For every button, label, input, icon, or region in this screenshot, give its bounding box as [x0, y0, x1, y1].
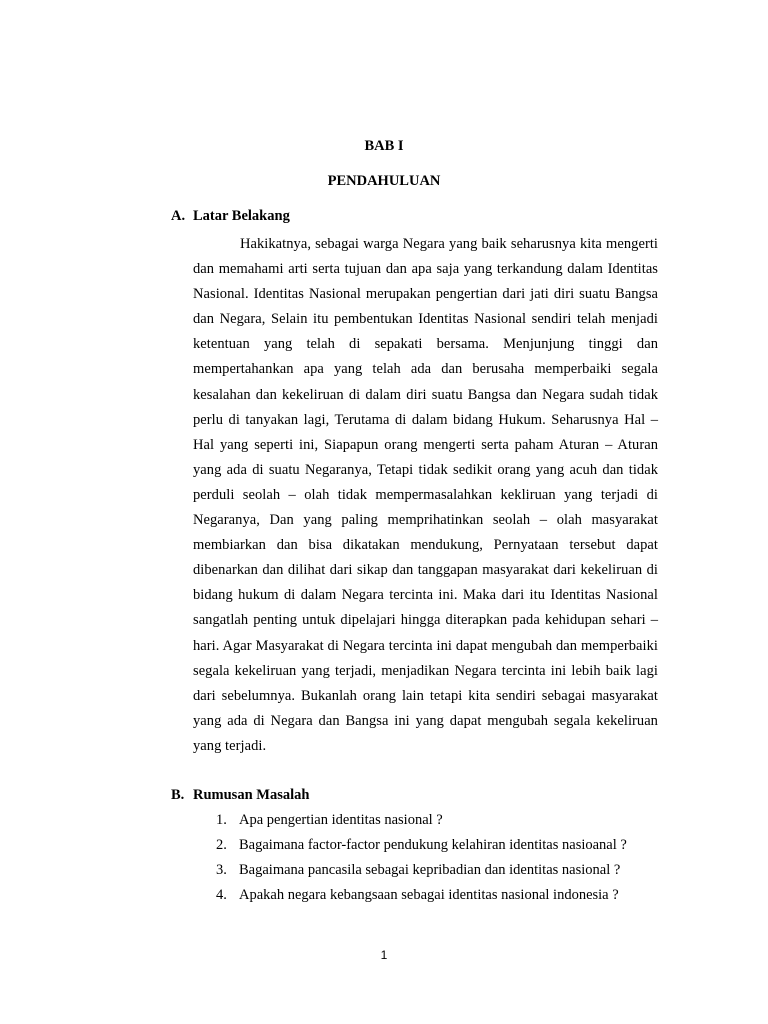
chapter-subtitle: PENDAHULUAN — [327, 173, 441, 189]
list-item-number: 2. — [216, 837, 227, 853]
list-item-number: 4. — [216, 887, 227, 903]
problem-list — [216, 811, 676, 911]
list-item — [216, 861, 676, 886]
section-marker: A. — [171, 208, 186, 224]
page-number: 1 — [380, 948, 388, 962]
section-marker: B. — [171, 787, 185, 803]
list-item — [216, 886, 676, 911]
list-item-number: 1. — [216, 812, 227, 828]
section-title: Latar Belakang — [193, 208, 290, 224]
list-item — [216, 836, 676, 861]
section-heading-rumusan-masalah — [171, 786, 309, 804]
background-paragraph: Hakikatnya, sebagai warga Negara yang baik seharusnya kita mengerti dan memahami arti serta tujuan dan apa saja yang terkandung dalam Identitas Nasional. Identitas Nasional merupakan pengertian dari jati diri suatu Bangsa dan Negara, Selain itu pembentukan Identitas Nasional sendiri telah menjadi ketentuan yang telah di sepakati bersama. Menjunjung tinggi dan mempertahankan apa yang telah ada dan berusaha memperbaiki segala kesalahan dan kekeliruan di dalam diri suatu Bangsa dan Negara sudah tidak perlu di tanyakan lagi, Terutama di dalam bidang Hukum. Seharusnya Hal – Hal yang seperti ini, Siapapun orang mengerti serta paham Aturan – Aturan yang ada di suatu Negaranya, Tetapi tidak sedikit orang yang acuh dan tidak perduli seolah – olah tidak mempermasalahkan kekliruan yang terjadi di Negaranya, Dan yang paling memprihatinkan seolah – olah masyarakat membiarkan dan bisa dikatakan mendukung, Pernyataan tersebut dapat dibenarkan dan dilihat dari sikap dan tanggapan masyarakat dari kekeliruan di bidang hukum di dalam Negara tercinta ini. Maka dari itu Identitas Nasional sangatlah penting untuk dipelajari hingga diterapkan pada kehidupan sehari – hari. Agar Masyarakat di Negara tercinta ini dapat mengubah dan memperbaiki segala kekeliruan yang terjadi, menjadikan Negara tercinta ini lebih baik lagi dari sebelumnya. Bukanlah orang lain tetapi kita sendiri sebagai masyarakat yang ada di Negara dan Bangsa ini yang dapat mengubah segala kekeliruan yang terjadi. — [193, 236, 658, 754]
list-item-text: Bagaimana factor-factor pendukung kelahiran identitas nasioanal ? — [239, 837, 627, 853]
list-item-text: Apa pengertian identitas nasional ? — [239, 812, 443, 828]
list-item-text: Apakah negara kebangsaan sebagai identitas nasional indonesia ? — [239, 887, 619, 903]
list-item-number: 3. — [216, 862, 227, 878]
list-item — [216, 811, 676, 836]
section-title: Rumusan Masalah — [193, 787, 310, 803]
list-item-text: Bagaimana pancasila sebagai kepribadian dan identitas nasional ? — [239, 862, 621, 878]
section-heading-latar-belakang — [171, 207, 290, 225]
chapter-title: BAB I — [364, 138, 404, 154]
